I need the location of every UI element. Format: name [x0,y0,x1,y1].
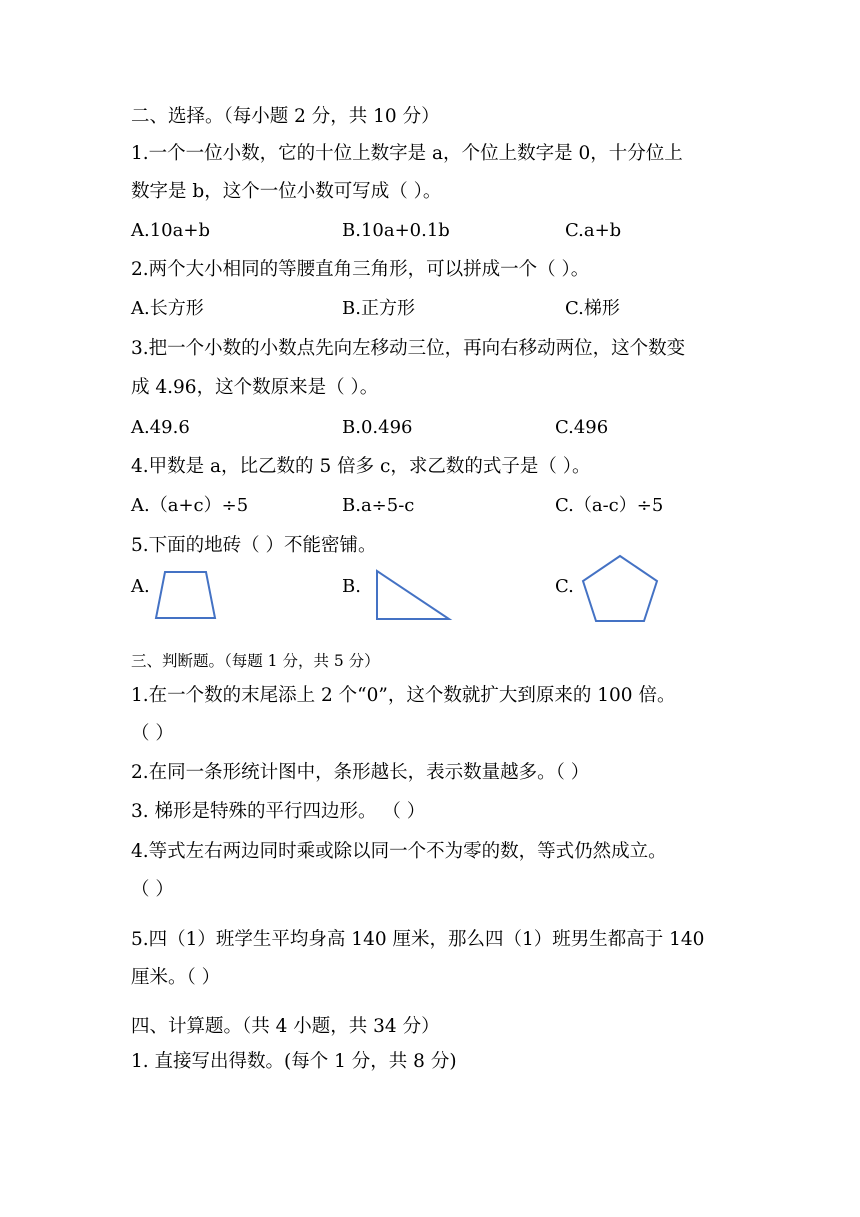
q2-4-line1: 4.甲数是 a，比乙数的 5 倍多 c，求乙数的式子是（ ）。 [131,456,591,477]
q3-4-line2: （ ） [131,879,174,900]
trapezoid-shape [150,568,222,624]
q2-2-option-b: B.正方形 [342,298,415,319]
section3-title: 三、判断题。（每题 1 分，共 5 分） [131,652,380,670]
q2-2-option-c: C.梯形 [565,298,620,319]
q2-3-option-b: B.0.496 [342,417,413,438]
right-triangle-shape [370,566,454,624]
q2-4-option-a: A.（a+c）÷5 [131,495,249,516]
q3-5-line1: 5.四（1）班学生平均身高 140 厘米，那么四（1）班男生都高于 140 [131,929,705,950]
q3-4-line1: 4.等式左右两边同时乘或除以同一个不为零的数，等式仍然成立。 [131,841,667,862]
section2-title: 二、选择。（每小题 2 分，共 10 分） [131,106,440,127]
q2-4-option-c: C.（a-c）÷5 [555,495,664,516]
q2-1-line2: 数字是 b，这个一位小数可写成（ ）。 [131,181,442,202]
q2-1-option-b: B.10a+0.1b [342,220,450,241]
q3-5-line2: 厘米。（ ） [131,967,221,988]
q2-5-option-b: B. [342,576,361,597]
q3-1-line1: 1.在一个数的末尾添上 2 个“0”，这个数就扩大到原来的 100 倍。 [131,685,676,706]
q2-5-option-a: A. [131,576,150,597]
q2-2-line1: 2.两个大小相同的等腰直角三角形，可以拼成一个（ ）。 [131,259,590,280]
q2-1-option-c: C.a+b [565,220,622,241]
q3-2-line1: 2.在同一条形统计图中，条形越长，表示数量越多。（ ） [131,762,590,783]
q2-5-line1: 5.下面的地砖（ ）不能密铺。 [131,535,377,556]
q2-3-line2: 成 4.96，这个数原来是（ ）。 [131,377,379,398]
q3-3-line1: 3. 梯形是特殊的平行四边形。 （ ） [131,801,426,822]
q2-3-option-c: C.496 [555,417,609,438]
pentagon-shape [578,551,662,625]
q2-5-option-c: C. [555,576,574,597]
q2-4-option-b: B.a÷5-c [342,495,415,516]
q2-3-line1: 3.把一个小数的小数点先向左移动三位，再向右移动两位，这个数变 [131,338,686,359]
q2-3-option-a: A.49.6 [131,417,190,438]
q4-1-line1: 1. 直接写出得数。(每个 1 分，共 8 分) [131,1051,457,1072]
q2-1-option-a: A.10a+b [131,220,210,241]
q3-1-line2: （ ） [131,723,174,744]
q2-2-option-a: A.长方形 [131,298,204,319]
q2-1-line1: 1.一个一位小数，它的十位上数字是 a，个位上数字是 0，十分位上 [131,143,683,164]
section4-title: 四、计算题。（共 4 小题，共 34 分） [131,1016,440,1037]
